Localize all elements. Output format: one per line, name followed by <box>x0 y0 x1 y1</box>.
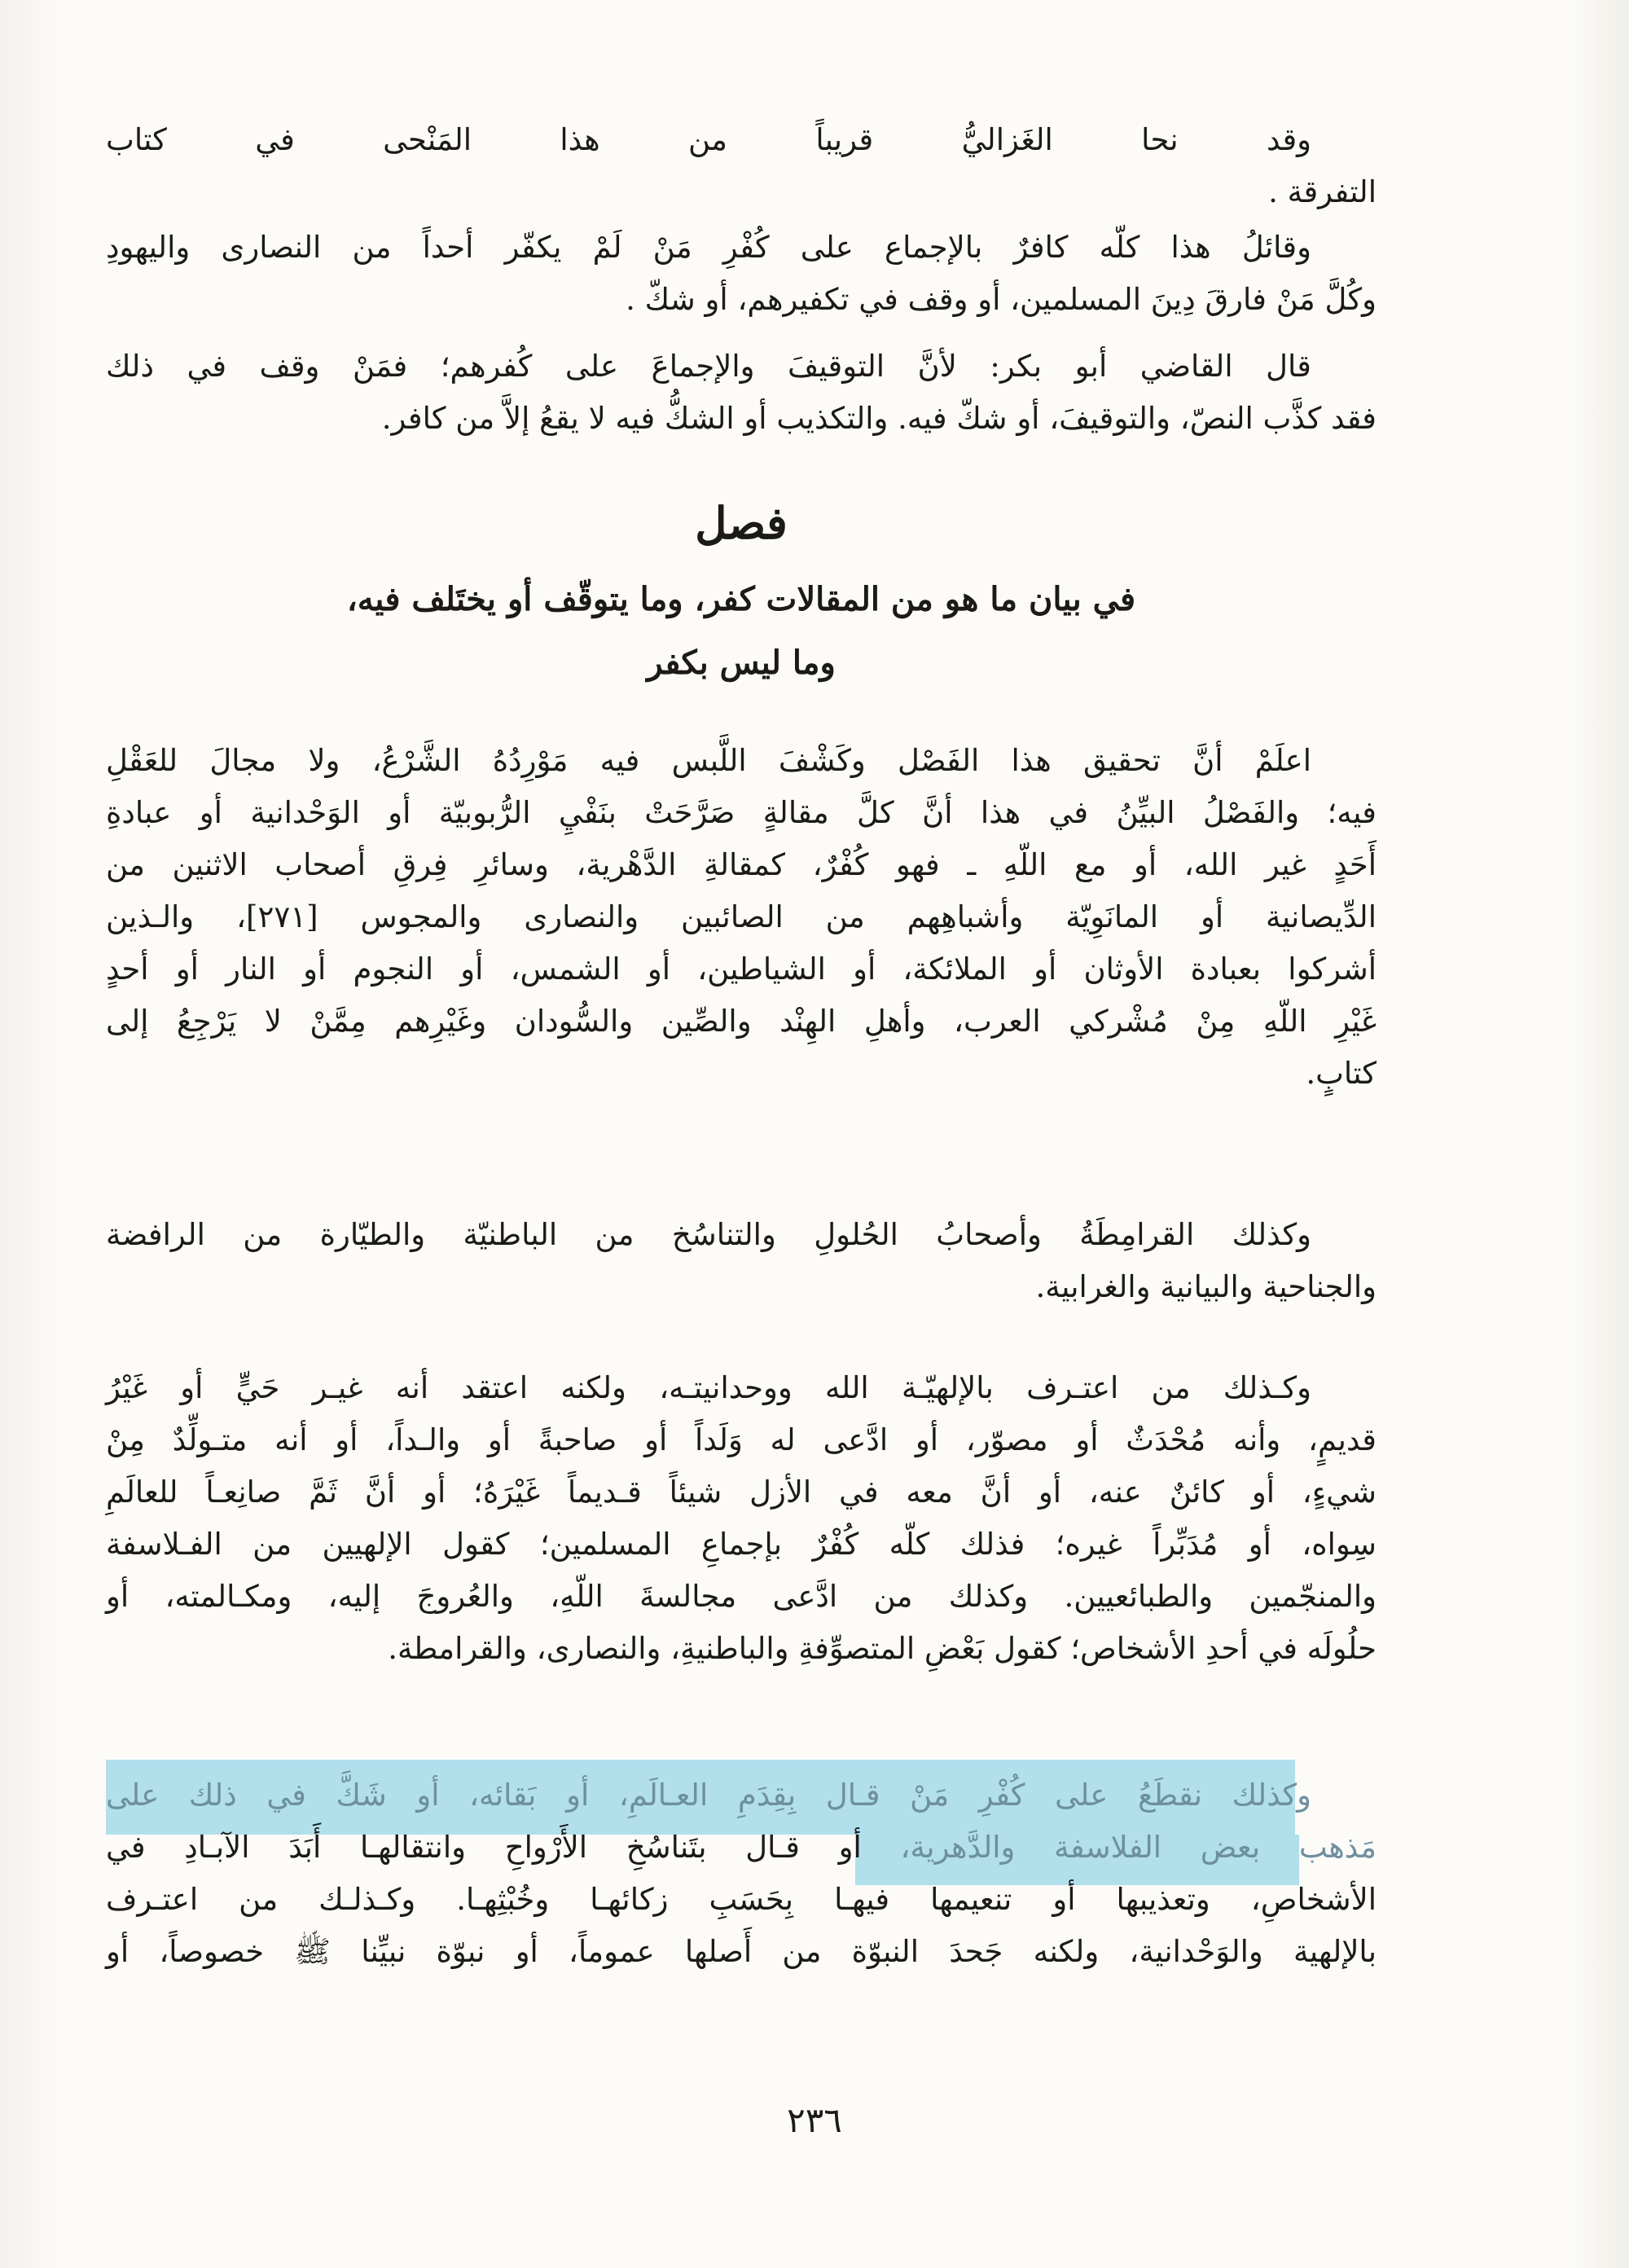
paragraph-ghazali <box>106 114 1377 218</box>
page-number: ٢٣٦ <box>787 2100 842 2140</box>
paragraph-qadi <box>106 341 1377 445</box>
text-line: كتابٍ. <box>1306 1056 1377 1091</box>
text-line: بالإلهية والوَحْدانية، ولكنه جَحدَ النبوّة من أَصلها عموماً، أو نبوّة نبيِّنا ﷺ خصوصاً، أو <box>106 1934 1377 1969</box>
highlighted-text-span[interactable]: مَذهب بعض الفلاسفة والدَّهرية، <box>900 1830 1377 1865</box>
text-line: قال القاضي أبو بكر: لأنَّ التوقيفَ والإجماعَ على كُفرهم؛ فمَنْ وقف في ذلك <box>106 349 1311 384</box>
text-line: الدِّيصانية أو المانَوِيّة وأشباهِهم من الصائبين والنصارى والمجوس [٢٧١]، والـذين <box>106 899 1377 934</box>
text-line: والجناحية والبيانية والغرابية. <box>1035 1269 1377 1304</box>
text-line: وقائلُ هذا كلّه كافرٌ بالإجماع على كُفْرِ مَنْ لَمْ يكفّر أحداً من النصارى واليهودِ <box>106 230 1311 265</box>
text-line: التفرقة . <box>1268 174 1377 209</box>
text-line: وقد نحا الغَزاليُّ قريباً من هذا المَنْحى في كتاب <box>106 122 1311 157</box>
text-line: سِواه، أو مُدَبِّراً غيره؛ فذلك كلّه كُفْرٌ بإجماعِ المسلمين؛ كقول الإلهيين من الفـلاسفة <box>106 1527 1377 1562</box>
text-line: غَيْرِ اللّهِ مِنْ مُشْركي العرب، وأهلِ الهِنْد والصِّين والسُّودان وغَيْرِهم مِمَّنْ لا يَرْجِعُ إلى <box>106 1004 1377 1039</box>
section-subtitle: وما ليس بكفر <box>647 644 836 682</box>
paragraph-eternity <box>106 1769 1377 1978</box>
text-line: وكُلَّ مَنْ فارقَ دِينَ المسلمين، أو وقف في تكفيرهم، أو شكّ . <box>626 282 1377 317</box>
paragraph-divinity <box>106 1362 1377 1675</box>
text-line: قديمٍ، وأنه مُحْدَثٌ أو مصوّر، أو ادَّعى له وَلَداً أو صاحبةً أو والـداً، أو أنه متـولِّدٌ مِنْ <box>106 1422 1377 1457</box>
text-span: أو قـال بتَناسُخِ الأَرْواحِ وانتقالهـا أَبَدَ الآبـادِ في <box>106 1830 862 1865</box>
text-line: الأشخاصِ، وتعذيبها أو تنعيمها فيهـا بِحَسَبِ زكائهـا وخُبْثِهـا. وكـذلـك من اعتـرف <box>106 1882 1377 1917</box>
text-line: وكذلك القرامِطَةُ وأصحابُ الحُلولِ والتناسُخ من الباطنيّة والطيّارة من الرافضة <box>106 1217 1311 1252</box>
text-line: اعلَمْ أنَّ تحقيق هذا الفَصْل وكَشْفَ اللَّبس فيه مَوْرِدُهُ الشَّرْعُ، ولا مجالَ للعَقْلِ <box>106 743 1311 778</box>
highlighted-text-line[interactable]: وكذلك نقطَعُ على كُفْرِ مَنْ قـال بِقِدَمِ العـالَمِ، أو بَقائه، أو شَكَّ في ذلك على <box>106 1778 1311 1813</box>
text-line: شيءٍ، أو كائنٌ عنه، أو أنَّ معه في الأزل شيئاً قـديماً غَيْرَهُ؛ أو أنَّ ثَمَّ صانِعـاً للعالَمِ <box>106 1475 1377 1510</box>
text-line <box>106 1822 1377 1874</box>
section-subtitle: في بيان ما هو من المقالات كفر، وما يتوقّف أو يختَلف فيه، <box>346 580 1136 618</box>
paragraph-definition <box>106 735 1377 1100</box>
text-line: فيه؛ والفَصْلُ البيِّنُ في هذا أنَّ كلَّ مقالةٍ صَرَّحَتْ بنَفْيِ الرُّبوبيّة أو الوَحْدانية أو عبادةِ <box>106 795 1377 830</box>
section-title: فصل <box>695 497 788 549</box>
text-line: فقد كذَّب النصّ، والتوقيفَ، أو شكّ فيه. والتكذيب أو الشكُّ فيه لا يقعُ إلاَّ من كافر. <box>381 401 1377 436</box>
text-line: أشركوا بعبادة الأوثان أو الملائكة، أو الشياطين، أو الشمس، أو النجوم أو النار أو أحدٍ <box>106 952 1377 987</box>
text-line: والمنجّمين والطبائعيين. وكذلك من ادَّعى مجالسةَ اللّهِ، والعُروجَ إليه، ومكـالمته، أو <box>106 1579 1377 1614</box>
text-line: حلُولَه في أحدِ الأشخاص؛ كقول بَعْضِ المتصوِّفةِ والباطنيةِ، والنصارى، والقرامطة. <box>388 1631 1377 1666</box>
paragraph-qaramita <box>106 1209 1377 1313</box>
text-line: أَحَدٍ غير الله، أو مع اللّهِ ـ فهو كُفْرٌ، كمقالةِ الدَّهْرية، وسائرِ فِرقِ أصحاب الاثنين من <box>106 847 1377 882</box>
paragraph-consensus <box>106 222 1377 326</box>
text-line: وكـذلك من اعتـرف بالإلهيّـة الله ووحدانيتـه، ولكنه اعتقد أنه غيـر حَيٍّ أو غَيْرُ <box>106 1370 1311 1405</box>
